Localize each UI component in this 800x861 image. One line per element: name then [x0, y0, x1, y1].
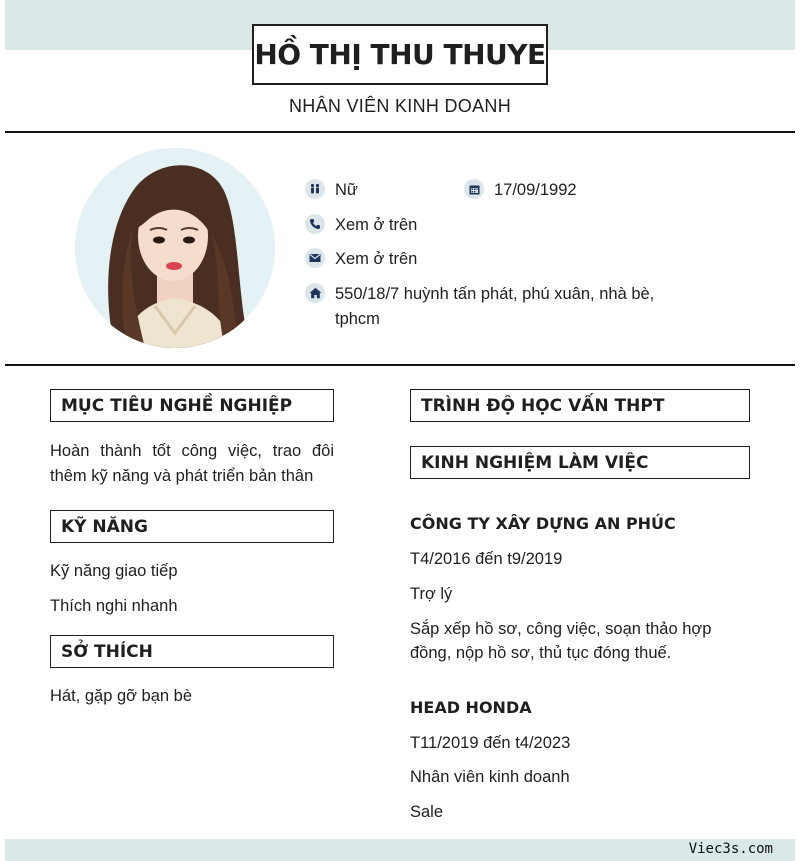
job-title: NHÂN VIÊN KINH DOANH: [288, 96, 512, 116]
divider: [5, 131, 795, 133]
job-description-line: Sắp xếp hồ sơ, công việc, soạn thảo hợp: [410, 620, 712, 638]
skills-heading: KỸ NĂNG: [50, 510, 334, 543]
skill-item: Kỹ năng giao tiếp: [50, 562, 178, 580]
objective-heading: MỤC TIÊU NGHỀ NGHIỆP: [50, 389, 334, 422]
candidate-name: HỒ THỊ THU THUYE: [252, 24, 548, 85]
hobbies-heading: SỞ THÍCH: [50, 635, 334, 668]
job-period: T4/2016 đến t9/2019: [410, 550, 563, 568]
objective-line-2: thêm kỹ năng và phát triển bản thân: [50, 467, 314, 485]
hobby-item: Hát, gặp gỡ bạn bè: [50, 687, 193, 705]
job-position: Trợ lý: [410, 585, 453, 603]
job-company: CÔNG TY XÂY DỰNG AN PHÚC: [410, 514, 676, 533]
footer-band: [5, 839, 795, 861]
gender-value: Nữ: [335, 181, 358, 199]
experience-heading: KINH NGHIỆM LÀM VIỆC: [410, 446, 750, 479]
home-icon: [305, 283, 325, 303]
footer-brand: Viec3s.com: [688, 841, 773, 857]
calendar-icon: [464, 179, 484, 199]
job-description-line: Sale: [410, 803, 444, 821]
envelope-icon: [305, 248, 325, 268]
email-value: Xem ở trên: [335, 250, 418, 268]
job-position: Nhân viên kinh doanh: [410, 768, 570, 786]
phone-value: Xem ở trên: [335, 216, 418, 234]
job-period: T11/2019 đến t4/2023: [410, 734, 571, 752]
objective-line-1: Hoàn thành tốt công việc, trao đôi: [50, 442, 334, 460]
job-company: HEAD HONDA: [410, 698, 532, 717]
education-heading: TRÌNH ĐỘ HỌC VẤN THPT: [410, 389, 750, 422]
phone-icon: [305, 214, 325, 234]
skill-item: Thích nghi nhanh: [50, 597, 178, 615]
birthdate-value: 17/09/1992: [494, 181, 577, 199]
job-description-line: đồng, nộp hồ sơ, thủ tục đóng thuế.: [410, 644, 672, 662]
people-icon: [305, 179, 325, 199]
address-line-1: 550/18/7 huỳnh tấn phát, phú xuân, nhà bè,: [335, 285, 655, 303]
profile-photo: [75, 148, 275, 348]
address-line-2: tphcm: [335, 310, 380, 328]
divider: [5, 364, 795, 366]
